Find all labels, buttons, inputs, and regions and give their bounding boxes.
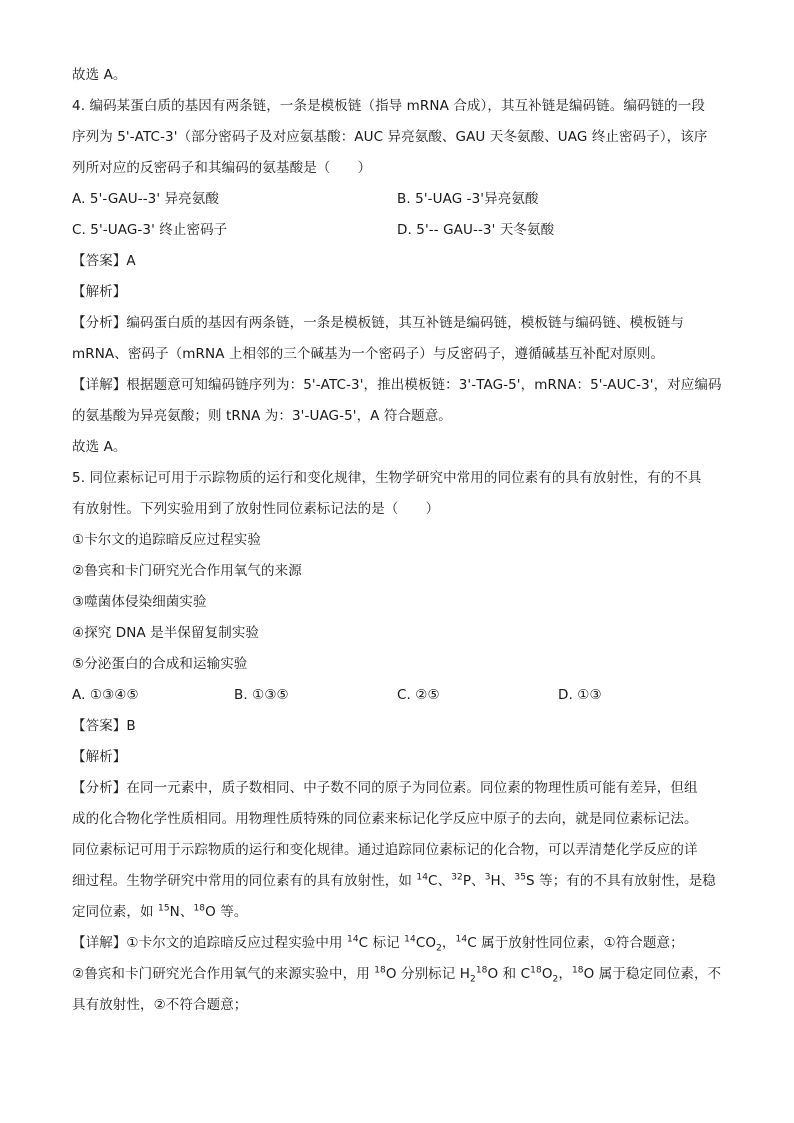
answer-value: A (126, 253, 136, 269)
q5-stem-line-2: 有放射性。下列实验用到了放射性同位素标记法的是（ ） (72, 501, 440, 517)
question-5 (72, 463, 724, 1021)
detail-tag: 【详解】 (72, 935, 127, 951)
text-seg: C、 (428, 873, 452, 889)
q4-stem-line-2: 序列为 5'-ATC-3'（部分密码子及对应氨基酸：AUC 异亮氨酸、GAU 天冬氨酸、UAG 终止密码子），该序 (72, 129, 708, 145)
q5-analysis-line-3: 同位素标记可用于示踪物质的运行和变化规律。通过追踪同位素标记的化合物，可以弄清楚化学反应的详 (72, 842, 698, 858)
text-seg: CO (415, 935, 437, 951)
q4-detail-line-2: 的氨基酸为异亮氨酸；则 tRNA 为：3'-UAG-5'，A 符合题意。 (72, 408, 452, 424)
q5-options-row (72, 680, 724, 711)
q5-item-5: ⑤分泌蛋白的合成和运输实验 (72, 656, 248, 672)
isotope-mass: 18 (374, 965, 386, 976)
isotope-mass: 18 (530, 965, 542, 976)
document-page (72, 60, 724, 1021)
isotope-mass: 18 (571, 965, 584, 976)
text-seg: ①卡尔文的追踪暗反应过程实验中用 (126, 935, 347, 951)
q5-analysis-line-2: 成的化合物化学性质相同。用物理性质特殊的同位素来标记化学反应中原子的去向，就是同位素标记法。 (72, 811, 698, 827)
q5-item-1: ①卡尔文的追踪暗反应过程实验 (72, 532, 262, 548)
q5-stem-line-1: 5. 同位素标记可用于示踪物质的运行和变化规律，生物学研究中常用的同位素有的具有放射性，有的不具 (72, 470, 702, 486)
isotope-mass: 14 (416, 872, 429, 883)
q5-analysis-line-5 (72, 897, 724, 928)
q4-conclusion: 故选 A。 (72, 439, 127, 455)
text-seg: C 标记 (358, 935, 405, 951)
q5-jiexi-heading: 【解析】 (72, 749, 127, 765)
q5-option-c: C. ②⑤ (397, 687, 440, 703)
isotope-mass: 14 (347, 934, 359, 945)
text-seg: P、 (462, 873, 485, 889)
subscript: 2 (436, 943, 442, 954)
text-seg: ， (441, 935, 456, 951)
text-seg: O (541, 966, 553, 982)
q5-item-4: ④探究 DNA 是半保留复制实验 (72, 625, 260, 641)
q5-option-d: D. ①③ (558, 687, 602, 703)
q4-stem-line-3: 列所对应的反密码子和其编码的氨基酸是（ ） (72, 160, 372, 176)
text-seg: N、 (169, 904, 194, 920)
text-seg: 细过程。生物学研究中常用的同位素有的具有放射性，如 (72, 873, 417, 889)
q4-option-c: C. 5'-UAG-3' 终止密码子 (72, 222, 228, 238)
isotope-mass: 18 (193, 903, 206, 914)
answer-tag: 【答案】 (72, 718, 127, 734)
q5-detail-line-2 (72, 959, 724, 990)
isotope-mass: 14 (404, 934, 416, 945)
q4-stem-line-1: 4. 编码某蛋白质的基因有两条链，一条是模板链（指导 mRNA 合成），其互补链是编码链。编码链的一段 (72, 98, 705, 114)
subscript: 2 (552, 974, 559, 985)
text-seg: ， (558, 966, 572, 982)
q4-options-row-2 (72, 215, 724, 246)
q5-option-a: A. ①③④⑤ (72, 687, 139, 703)
q5-detail-line-1 (72, 928, 724, 959)
question-4 (72, 91, 724, 463)
isotope-mass: 32 (451, 872, 463, 883)
text-seg: C 属于放射性同位素，①符合题意； (467, 935, 684, 951)
q4-option-d: D. 5'-- GAU--3' 天冬氨酸 (397, 222, 555, 238)
detail-text: 根据题意可知编码链序列为：5'-ATC-3'，推出模板链：3'-TAG-5'，mRNA：5'-AUC-3'，对应编码 (126, 377, 722, 393)
q5-answer (72, 711, 724, 742)
q5-analysis-line-1 (72, 773, 724, 804)
text-seg: O 等。 (205, 904, 248, 920)
q4-answer (72, 246, 724, 277)
isotope-mass: 35 (514, 872, 527, 883)
subscript: 2 (470, 974, 476, 985)
q4-option-a: A. 5'-GAU--3' 异亮氨酸 (72, 191, 219, 207)
isotope-mass: 15 (158, 903, 170, 914)
text-seg: 定同位素，如 (72, 904, 158, 920)
analysis-tag: 【分析】 (72, 780, 127, 796)
q4-analysis-line-2: mRNA、密码子（mRNA 上相邻的三个碱基为一个密码子）与反密码子，遵循碱基互补配对原则。 (72, 346, 665, 362)
text-seg: ②鲁宾和卡门研究光合作用氧气的来源实验中，用 (72, 966, 375, 982)
q5-item-2: ②鲁宾和卡门研究光合作用氧气的来源 (72, 563, 302, 579)
previous-conclusion: 故选 A。 (72, 67, 127, 83)
analysis-tag: 【分析】 (72, 315, 127, 331)
text-seg: O 和 C (487, 966, 531, 982)
q4-options-row-1 (72, 184, 724, 215)
q4-jiexi-heading: 【解析】 (72, 284, 127, 300)
q4-detail-line-1 (72, 370, 724, 401)
isotope-mass: 18 (475, 965, 488, 976)
answer-tag: 【答案】 (72, 253, 127, 269)
q5-detail-line-3: 具有放射性，②不符合题意； (72, 997, 248, 1013)
text-seg: S 等；有的不具有放射性，是稳 (526, 873, 716, 889)
text-seg: O 属于稳定同位素，不 (583, 966, 722, 982)
q5-analysis-line-4 (72, 866, 724, 897)
q5-item-3: ③噬菌体侵染细菌实验 (72, 594, 207, 610)
isotope-mass: 14 (455, 934, 468, 945)
isotope-mass: 3 (484, 872, 491, 883)
analysis-text: 编码蛋白质的基因有两条链，一条是模板链，其互补链是编码链，模板链与编码链、模板链与 (126, 315, 685, 331)
answer-value: B (126, 718, 136, 734)
text-seg: O 分别标记 H (385, 966, 471, 982)
q4-analysis-line-1 (72, 308, 724, 339)
detail-tag: 【详解】 (72, 377, 127, 393)
q5-option-b: B. ①③⑤ (234, 687, 289, 703)
text-seg: H、 (490, 873, 515, 889)
analysis-text: 在同一元素中，质子数相同、中子数不同的原子为同位素。同位素的物理性质可能有差异，但组 (126, 780, 698, 796)
q4-option-b: B. 5'-UAG -3'异亮氨酸 (397, 191, 539, 207)
